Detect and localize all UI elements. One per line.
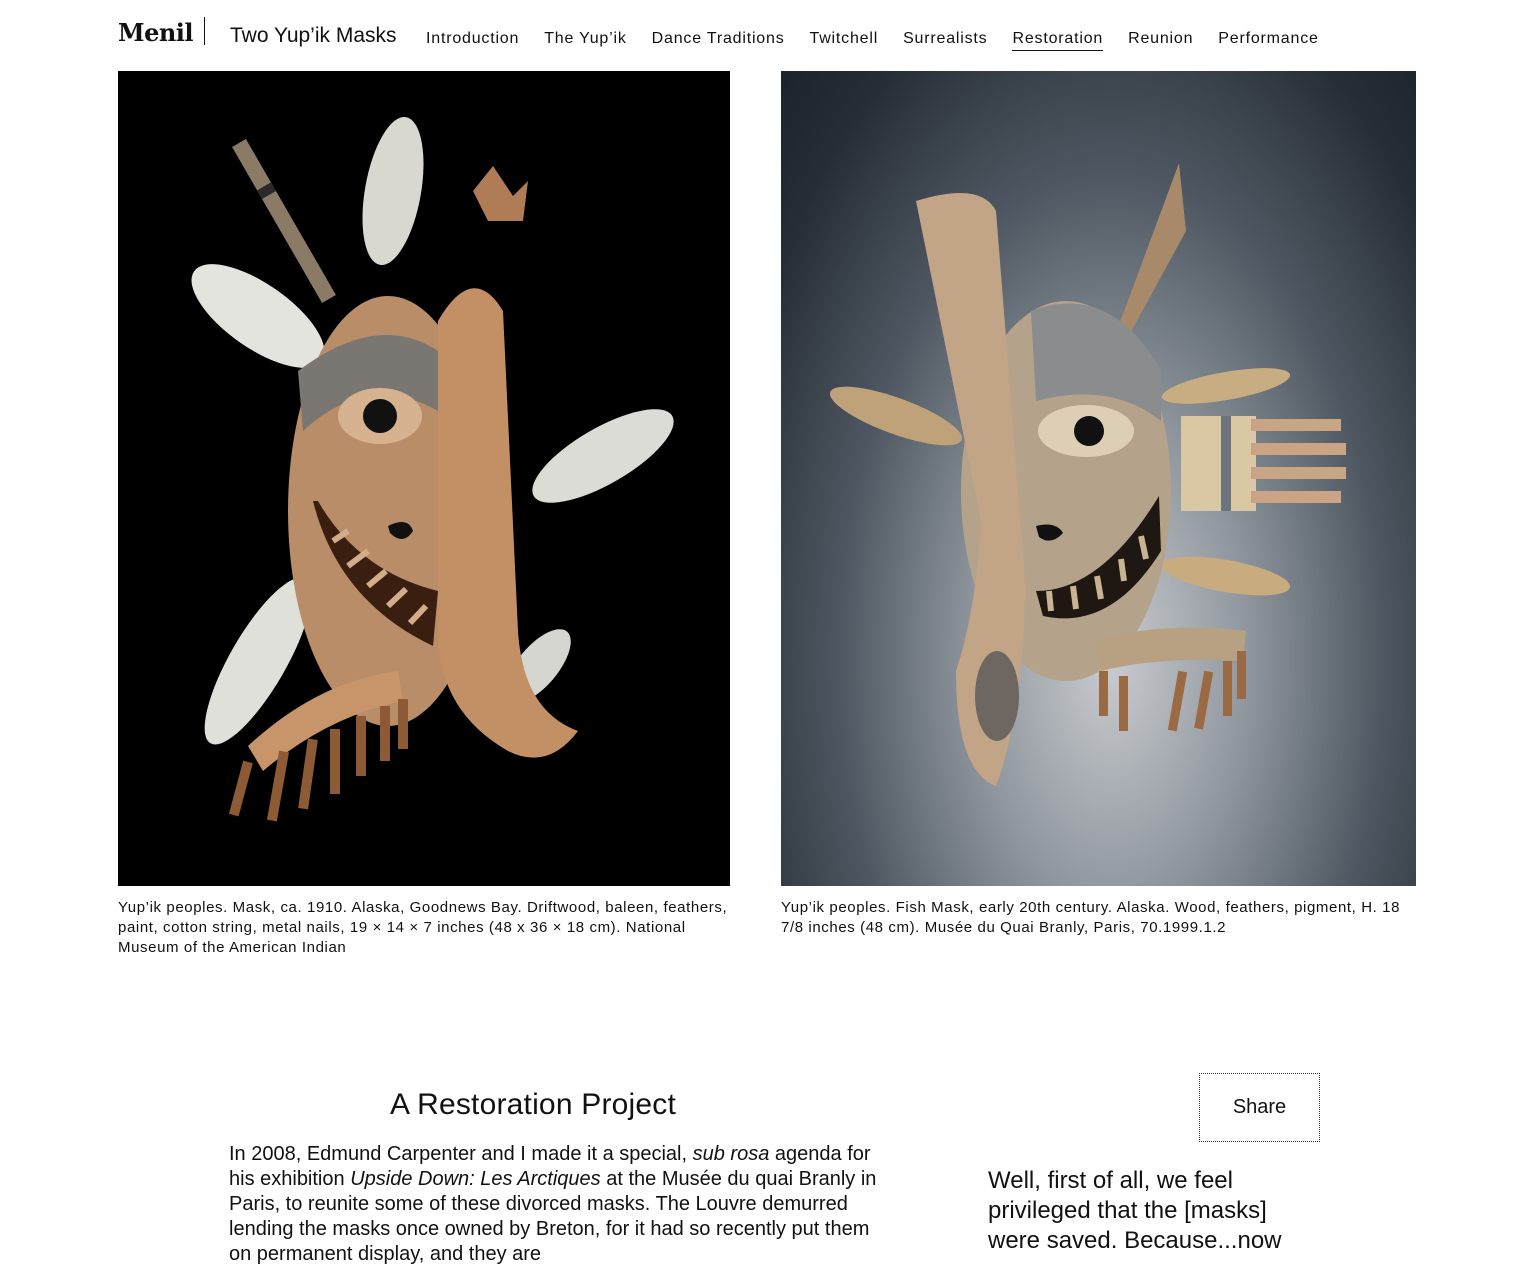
article-body	[229, 1142, 889, 1267]
body-text: In 2008, Edmund Carpenter and I made it a special,	[229, 1143, 693, 1165]
site-header	[118, 0, 1418, 70]
nav-item-restoration[interactable]: Restoration	[1012, 30, 1103, 51]
nav-item-twitchell[interactable]: Twitchell	[809, 30, 879, 47]
mask-image-quai-branly	[781, 71, 1416, 886]
main-nav	[426, 30, 1344, 51]
menil-logo[interactable]: Menil	[118, 18, 194, 47]
body-text: agenda for his exhibition	[229, 1143, 871, 1190]
site-title[interactable]: Two Yup’ik Masks	[230, 24, 397, 47]
article-title: A Restoration Project	[390, 1088, 677, 1121]
exhibition-title: Upside Down: Les Arctiques	[350, 1168, 601, 1190]
nav-item-the-yup-ik[interactable]: The Yup’ik	[544, 30, 627, 47]
figure-caption: Yup’ik peoples. Mask, ca. 1910. Alaska, Goodnews Bay. Driftwood, baleen, feathers, paint, cotton string, metal nails, 19 × 14 × 7 inches (48 x 36 × 18 cm). National Museum of the American Indian	[118, 899, 728, 956]
mask-image-nmai	[118, 71, 730, 886]
figure-caption: Yup’ik peoples. Fish Mask, early 20th century. Alaska. Wood, feathers, pigment, H. 18 7/8 inches (48 cm). Musée du Quai Branly, Paris, 70.1999.1.2	[781, 899, 1401, 936]
body-italic-text: sub rosa	[692, 1143, 770, 1165]
nav-item-surrealists[interactable]: Surrealists	[903, 30, 988, 47]
nav-item-performance[interactable]: Performance	[1218, 30, 1319, 47]
share-button[interactable]: Share	[1199, 1073, 1320, 1142]
nav-item-dance-traditions[interactable]: Dance Traditions	[651, 30, 785, 47]
mask-illustration-right	[781, 71, 1416, 886]
figure-left	[118, 71, 730, 958]
header-divider	[204, 17, 205, 45]
body-text: at the Musée du quai Branly in Paris, to reunite some of these divorced masks. The Louvre demurred lending the masks once owned by Breton, for it had so recently put them on permanent display, and they are	[229, 1168, 877, 1265]
nav-item-reunion[interactable]: Reunion	[1128, 30, 1194, 47]
figure-right	[781, 71, 1416, 938]
nav-item-introduction[interactable]: Introduction	[426, 30, 520, 47]
pull-quote: Well, first of all, we feel privileged that the [masks] were saved. Because...now	[988, 1167, 1282, 1254]
mask-illustration-left	[118, 71, 730, 886]
